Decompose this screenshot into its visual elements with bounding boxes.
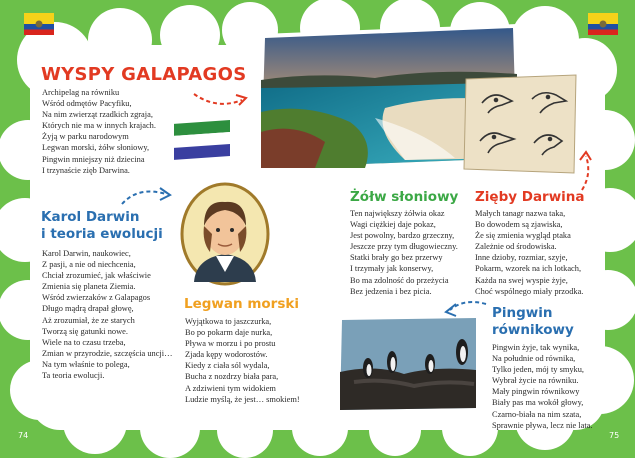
penguin-title-line2: równikowy: [492, 322, 574, 338]
penguin-photo: [334, 312, 484, 416]
penguin-poem: Pingwin żyje, tak wynika, Na południe od równika, Tylko jeden, mój ty smyku, Wybrał życie na równiku. Mały pingwin równikowy Biały pas ma wokół głowy, Czarno-biała na nim szata, Sprawnie pływa, lecz nie lata.: [492, 343, 593, 430]
page-number-left: 74: [18, 431, 29, 440]
darwin-arrow-icon: [118, 184, 178, 210]
tortoise-poem: Ten największy żółwia okaz Wagi ciężkiej daje pokaz, Jest powolny, bardzo grzeczny, Jeszcze przy tym długowieczny. Statki brały go bez przerwy I trzymały jak konserwy, Bo ma zdolność do przeżycia Bez jedzenia i bez picia.: [350, 209, 458, 296]
iguana-title: Legwan morski: [184, 296, 299, 312]
darwin-portrait: [180, 182, 270, 286]
finch-beaks-drawing: [462, 73, 580, 177]
darwin-title-line2: i teoria ewolucji: [41, 226, 163, 242]
title-arrow-icon: [192, 88, 250, 110]
page-title: WYSPY GALAPAGOS: [41, 64, 247, 85]
finches-poem: Małych tanagr nazwa taka, Bo dowodem są zjawiska, Że się zmienia wygląd ptaka Zależnie od środowiska. Inne dzioby, rozmiar, szyje, Pokarm, wzorek na ich lotkach, Każda na swej wyspie żyje, Choć wspólnego miały przodka.: [475, 209, 584, 296]
iguana-poem: Wyjątkowa to jaszczurka, Bo po pokarm daje nurka, Pływa w morzu i po prostu Zjada kępy wodorostów. Kiedy z ciała sól wydala, Bucha z nozdrzy biała para, A zdziwieni tym widokiem Ludzie myślą, że jest… smokiem!: [185, 317, 300, 404]
penguin-arrow-icon: [440, 296, 490, 318]
ecuador-flag-left-icon: [24, 13, 54, 35]
tortoise-title: Żółw słoniowy: [350, 189, 459, 205]
finches-title: Zięby Darwina: [475, 189, 585, 205]
intro-poem: Archipelag na równiku Wśród odmętów Pacyfiku, Na nim zwierząt rzadkich zgraja, Których nie ma w innych krajach. Żyją w parku narodowym Legwan morski, żółw słoniowy, Pingwin mniejszy niż dziecina I trzynaście zięb Darwina.: [42, 88, 156, 175]
darwin-title-line1: Karol Darwin: [41, 209, 140, 225]
darwin-poem: Karol Darwin, naukowiec, Z pasji, a nie od niechcenia, Chciał zrozumieć, jak właściwie Zmienia się planeta Ziemia. Wśród zwierzaków z Galapagos Długo mądrą drapał głowę, Aż zrozumiał, że ze starych Tworzą się gatunki nowe. Wiele na to czasu trzeba, Zmian w przyrodzie, szczęścia uncji… Na tym właśnie to polega, Ta teoria ewolucji.: [42, 249, 173, 381]
ecuador-flag-right-icon: [588, 13, 618, 35]
page-number-right: 75: [609, 431, 620, 440]
finches-arrow-icon: [574, 150, 596, 194]
penguin-title-line1: Pingwin: [492, 305, 553, 321]
galapagos-flag-icon: [172, 116, 234, 160]
